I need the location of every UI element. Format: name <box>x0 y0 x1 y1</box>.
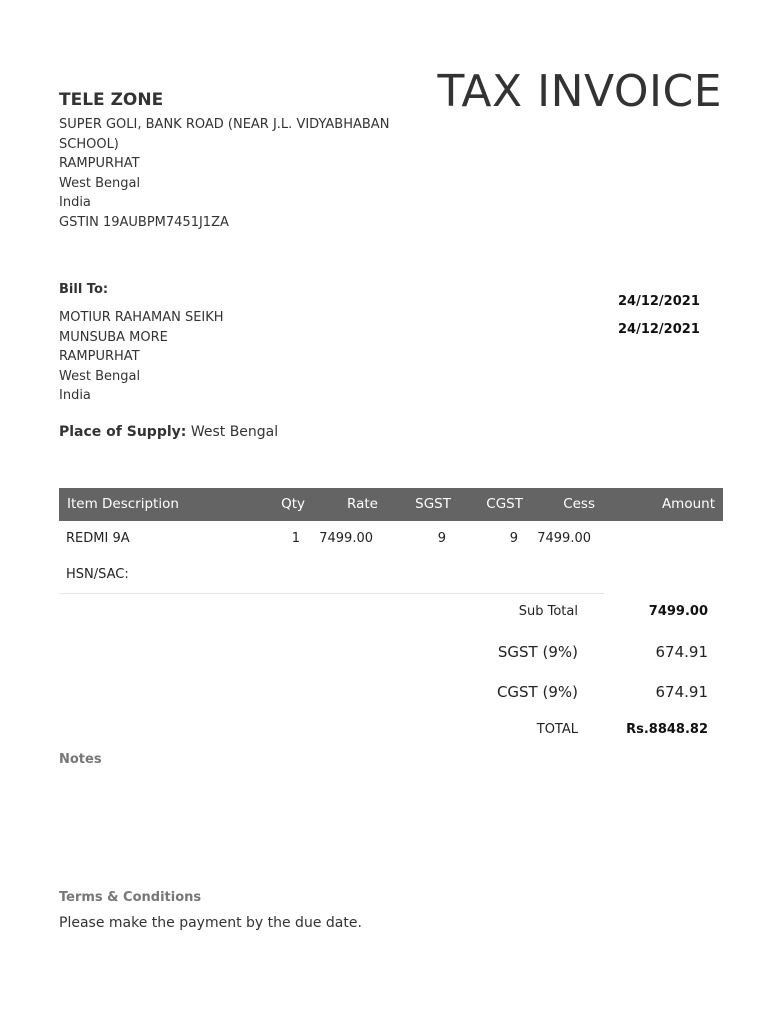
cgst-label: CGST (9%) <box>496 683 578 701</box>
total-label: TOTAL <box>536 722 578 737</box>
invoice-title: TAX INVOICE <box>437 66 722 117</box>
header-item-description: Item Description <box>67 496 179 512</box>
company-address-line: RAMPURHAT <box>59 156 140 172</box>
place-of-supply-label: Place of Supply: <box>59 424 187 440</box>
header-rate: Rate <box>347 496 378 512</box>
header-cess: Cess <box>563 496 595 512</box>
item-hsn-label: HSN/SAC: <box>66 567 129 582</box>
item-qty: 1 <box>291 531 300 546</box>
due-date: 24/12/2021 <box>618 322 700 337</box>
place-of-supply-value: West Bengal <box>190 424 279 440</box>
bill-to-line: MUNSUBA MORE <box>59 329 168 345</box>
company-name: TELE ZONE <box>59 90 164 110</box>
total-value: Rs.8848.82 <box>626 722 708 737</box>
company-address-line: India <box>59 195 91 211</box>
header-cgst: CGST <box>486 496 523 512</box>
header-amount: Amount <box>661 496 715 512</box>
company-address <box>59 115 404 233</box>
bill-to-label: Bill To: <box>59 282 109 297</box>
item-description: REDMI 9A <box>66 531 130 546</box>
company-address-line: West Bengal <box>59 175 141 191</box>
sgst-value: 674.91 <box>655 643 708 661</box>
item-sgst: 9 <box>437 531 446 546</box>
company-gstin: GSTIN 19AUBPM7451J1ZA <box>59 214 229 230</box>
bill-to-line: India <box>59 388 91 404</box>
item-cgst: 9 <box>509 531 518 546</box>
header-qty: Qty <box>281 496 305 512</box>
bill-to-line: West Bengal <box>59 368 141 384</box>
terms-text: Please make the payment by the due date. <box>59 915 362 931</box>
bill-to-address <box>59 308 224 406</box>
cgst-value: 674.91 <box>655 683 708 701</box>
header-sgst: SGST <box>415 496 451 512</box>
item-cess: 7499.00 <box>537 531 591 546</box>
table-row <box>59 522 723 555</box>
company-address-line: SUPER GOLI, BANK ROAD (NEAR J.L. VIDYABHABAN SCHOOL) <box>59 117 390 152</box>
sgst-label: SGST (9%) <box>497 643 578 661</box>
table-divider <box>59 593 604 594</box>
bill-to-line: MOTIUR RAHAMAN SEIKH <box>59 310 224 325</box>
place-of-supply <box>59 424 278 440</box>
item-rate: 7499.00 <box>319 531 373 546</box>
subtotal-value: 7499.00 <box>648 604 708 619</box>
notes-label: Notes <box>59 752 102 767</box>
bill-to-line: RAMPURHAT <box>59 349 140 365</box>
subtotal-label: Sub Total <box>518 604 578 619</box>
invoice-date: 24/12/2021 <box>618 294 700 309</box>
items-table-header <box>59 488 723 521</box>
terms-label: Terms & Conditions <box>59 890 202 905</box>
